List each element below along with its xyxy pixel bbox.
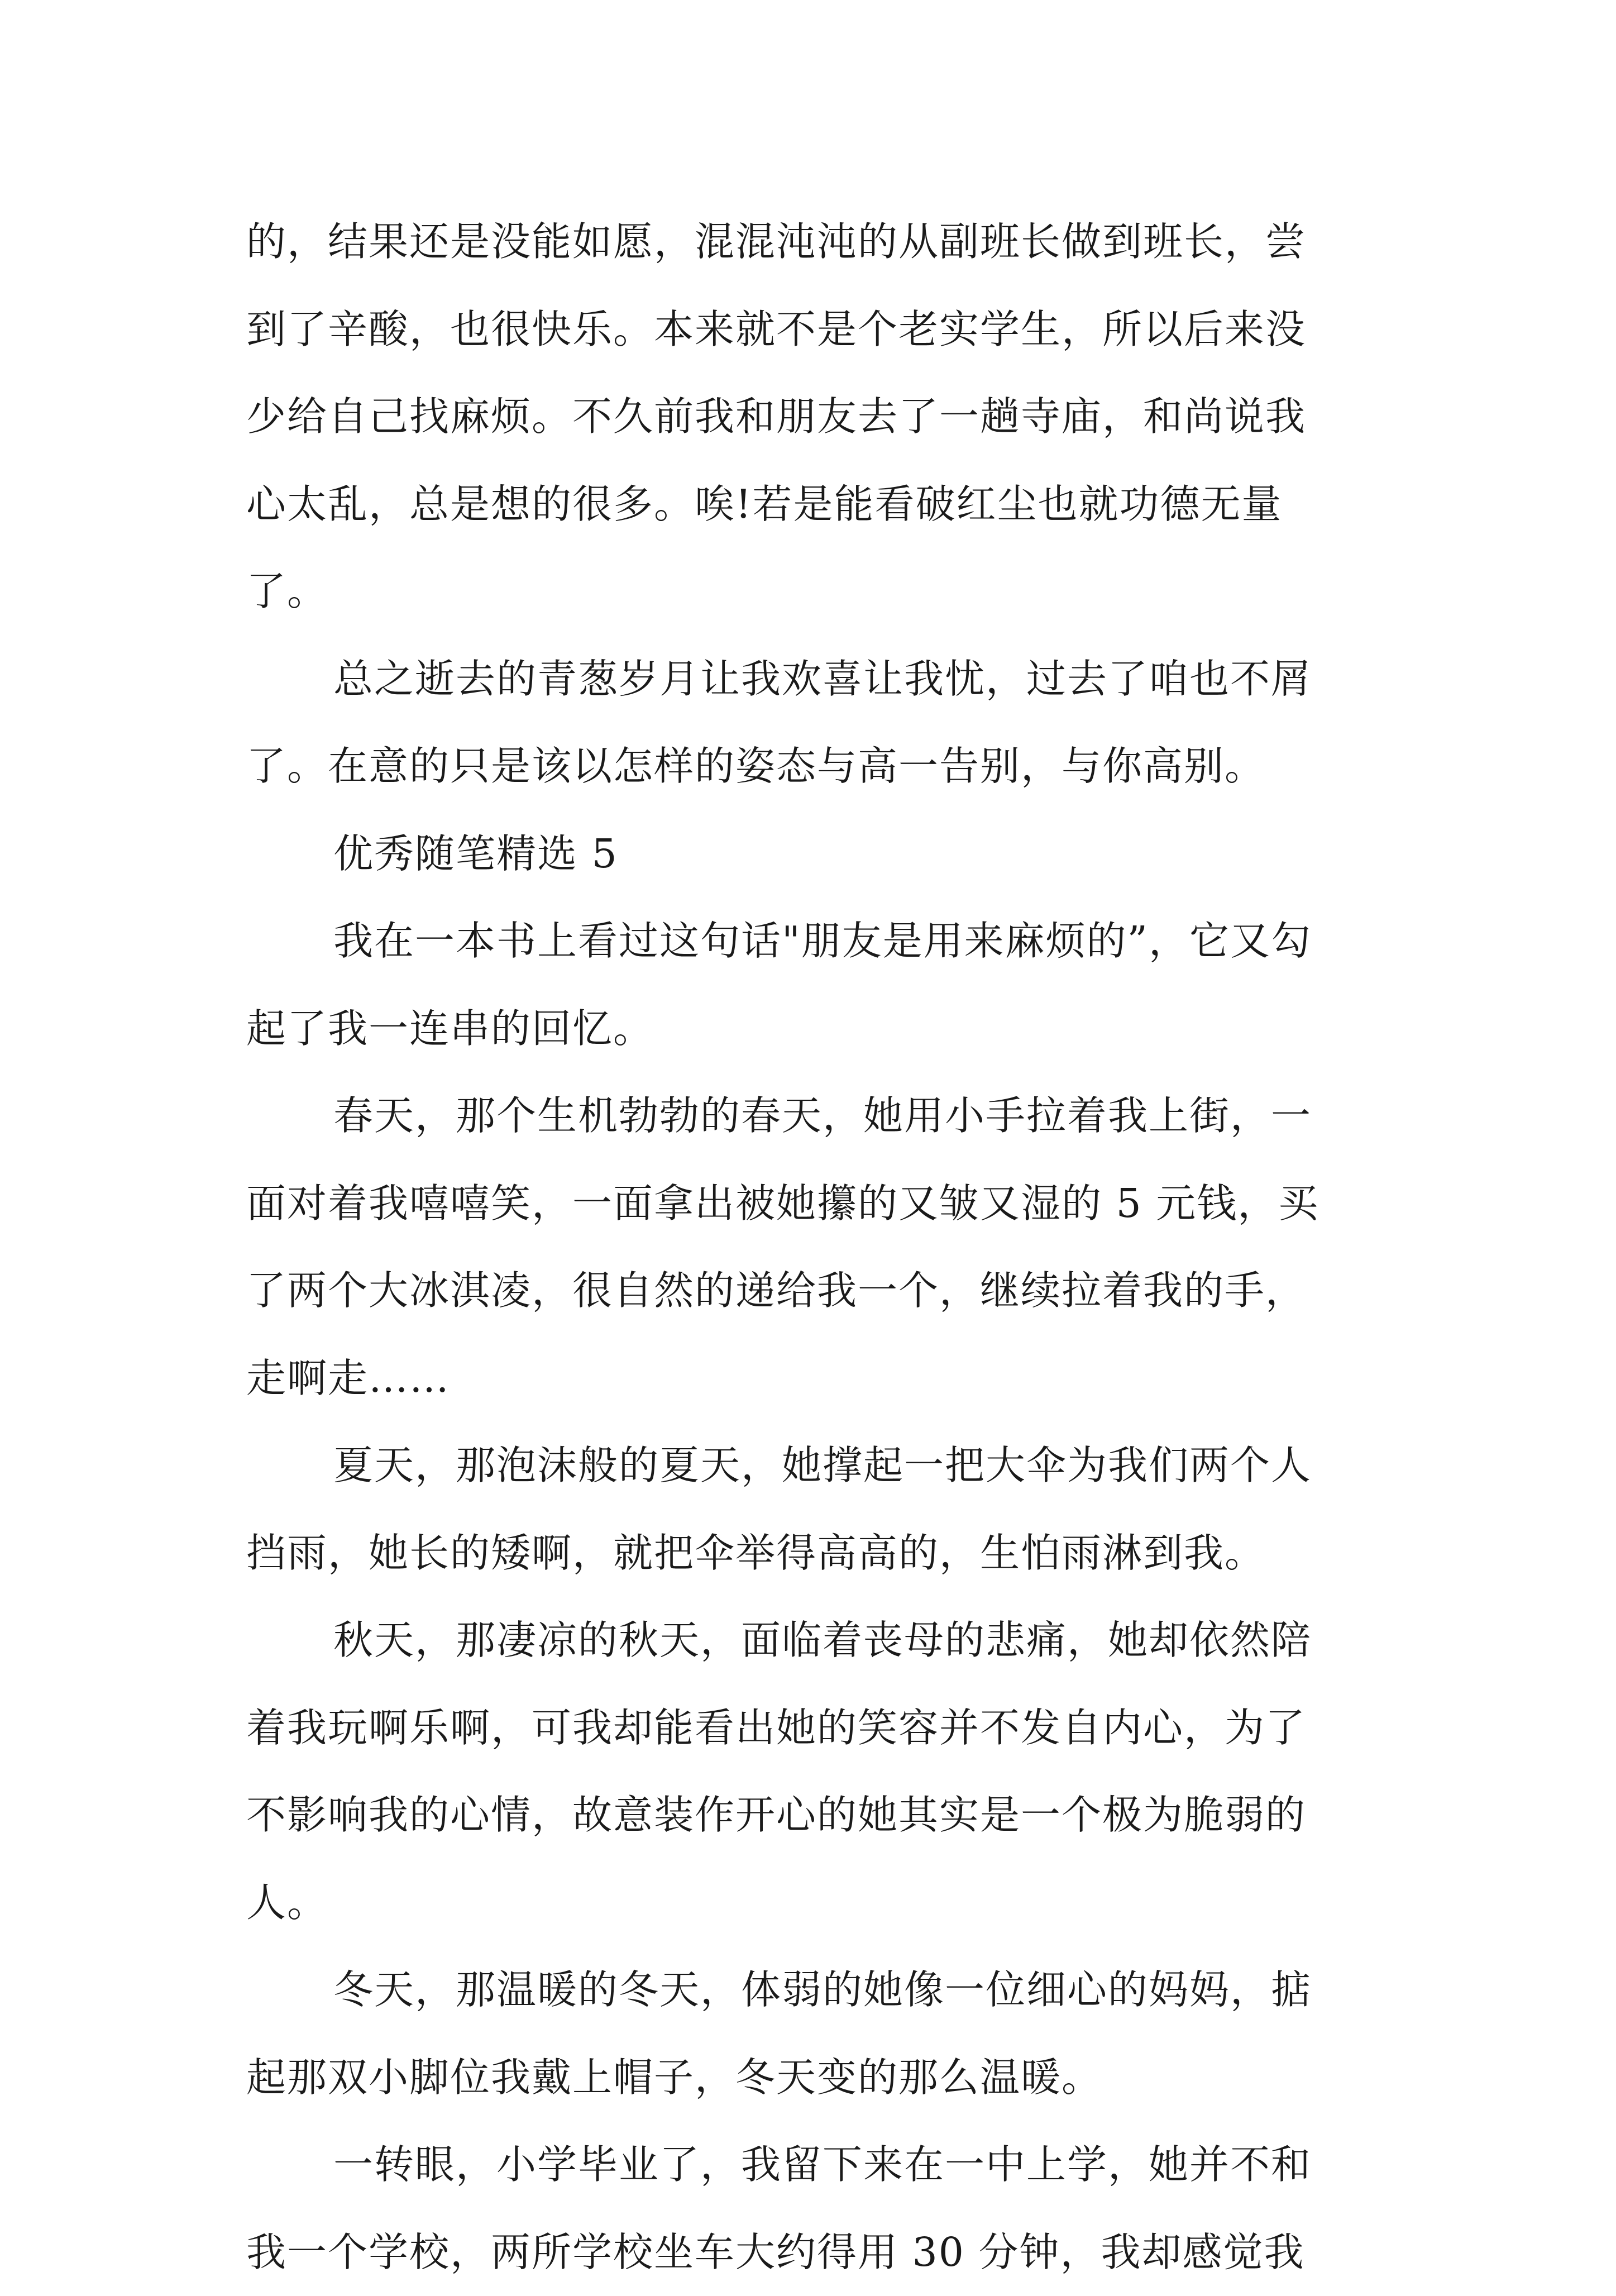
text-line: 起那双小脚位我戴上帽子，冬天变的那么温暖。 — [246, 2034, 1374, 2122]
text-line: 挡雨，她长的矮啊，就把伞举得高高的，生怕雨淋到我。 — [246, 1510, 1374, 1597]
paragraph-start-line: 一转眼，小学毕业了，我留下来在一中上学，她并不和 — [246, 2121, 1374, 2209]
text-line: 面对着我嘻嘻笑，一面拿出被她攥的又皱又湿的 5 元钱，买 — [246, 1160, 1374, 1248]
text-line: 少给自己找麻烦。不久前我和朋友去了一趟寺庙，和尚说我 — [246, 373, 1374, 461]
text-line: 的，结果还是没能如愿，混混沌沌的从副班长做到班长，尝 — [246, 198, 1374, 286]
text-line: 不影响我的心情，故意装作开心的她其实是一个极为脆弱的 — [246, 1772, 1374, 1859]
section-heading: 优秀随笔精选 5 — [246, 810, 1374, 898]
text-line: 人。 — [246, 1859, 1374, 1947]
text-line: 走啊走…… — [246, 1335, 1374, 1423]
text-line: 着我玩啊乐啊，可我却能看出她的笑容并不发自内心，为了 — [246, 1684, 1374, 1772]
text-line: 起了我一连串的回忆。 — [246, 985, 1374, 1073]
paragraph-start-line: 秋天，那凄凉的秋天，面临着丧母的悲痛，她却依然陪 — [246, 1597, 1374, 1684]
text-line: 了两个大冰淇凌，很自然的递给我一个，继续拉着我的手， — [246, 1247, 1374, 1335]
body-text — [246, 198, 1374, 2296]
paragraph-start-line: 总之逝去的青葱岁月让我欢喜让我忧，过去了咱也不屑 — [246, 636, 1374, 723]
paragraph-start-line: 冬天，那温暖的冬天，体弱的她像一位细心的妈妈，掂 — [246, 1946, 1374, 2034]
text-line: 了。在意的只是该以怎样的姿态与高一告别，与你高别。 — [246, 723, 1374, 810]
text-line: 心太乱，总是想的很多。唉!若是能看破红尘也就功德无量 — [246, 461, 1374, 548]
text-line: 了。 — [246, 548, 1374, 636]
text-line: 我一个学校，两所学校坐车大约得用 30 分钟，我却感觉我 — [246, 2209, 1374, 2296]
text-line: 到了辛酸，也很快乐。本来就不是个老实学生，所以后来没 — [246, 286, 1374, 374]
paragraph-start-line: 春天，那个生机勃勃的春天，她用小手拉着我上街，一 — [246, 1072, 1374, 1160]
paragraph-start-line: 我在一本书上看过这句话"朋友是用来麻烦的”，它又勾 — [246, 898, 1374, 985]
paragraph-start-line: 夏天，那泡沫般的夏天，她撑起一把大伞为我们两个人 — [246, 1422, 1374, 1510]
